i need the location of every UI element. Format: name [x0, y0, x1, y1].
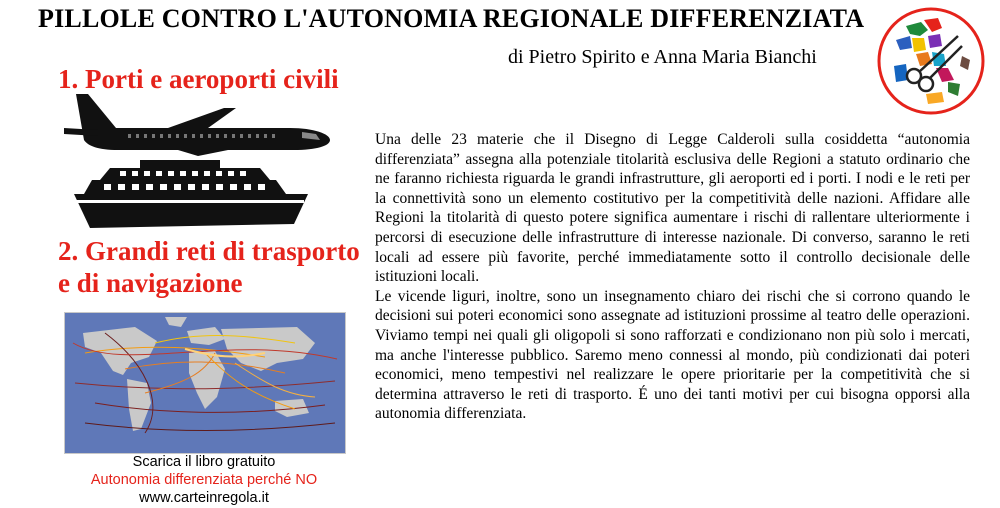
website-link[interactable]: www.carteinregola.it: [139, 490, 269, 506]
airplane-icon: [58, 88, 334, 156]
section-heading-transport-networks: 2. Grandi reti di trasporto: [58, 236, 360, 266]
world-shipping-routes-map: [64, 312, 346, 454]
authors-line: di Pietro Spirito e Anna Maria Bianchi: [508, 46, 817, 68]
article-body: [375, 130, 970, 424]
download-label: Scarica il libro gratuito: [132, 454, 276, 470]
section-heading-navigation: e di navigazione: [58, 268, 243, 298]
article-paragraph-2: Le vicende liguri, inoltre, sono un insegnamento chiaro dei rischi che si corrono quando le decisioni sui poteri economici sono assegnate ad istituzioni prossime al teatro delle operazioni. Viviamo tempi nei quali gli oligopoli si sono rafforzati e condizionano non più solo i mercati, ma anche l'interesse pubblico. Saremo meno connessi al mondo, più condizionati dai poteri economici, meno tempestivi nel realizzare le opere prioritarie per la competitività che si determina attraverso le reti di trasporto. É uno dei tanti motivi per cui bisogna opporsi alla autonomia differenziata.: [375, 287, 970, 423]
book-title-link[interactable]: Autonomia differenziata perché NO: [90, 472, 318, 488]
cruise-ship-icon: [70, 158, 312, 230]
section-heading-ports-airports: 1. Porti e aeroporti civili: [58, 64, 339, 94]
italy-map-scissors-icon: [876, 6, 986, 116]
page-title: PILLOLE CONTRO L'AUTONOMIA REGIONALE DIFFERENZIATA: [38, 4, 865, 33]
article-paragraph-1: Una delle 23 materie che il Disegno di Legge Calderoli sulla cosiddetta “autonomia differenziata” assegna alla potenziale titolarità esclusiva delle Regioni a statuto ordinario che ne faranno richiesta riguarda le grandi infrastrutture, gli aeroporti ed i porti. I nodi e le reti per la connettività sono un elemento costitutivo per la competitività delle nazioni. Affidare alle Regioni la titolarità di questo potere significa aumentare i rischi di rallentare ulteriormente i percorsi di esecuzione delle infrastrutture di interesse nazionale. Di converso, saranno le reti locali ad essere più favorite, perché immediatamente sotto il controllo decisionale delle istituzioni locali.: [375, 131, 970, 286]
